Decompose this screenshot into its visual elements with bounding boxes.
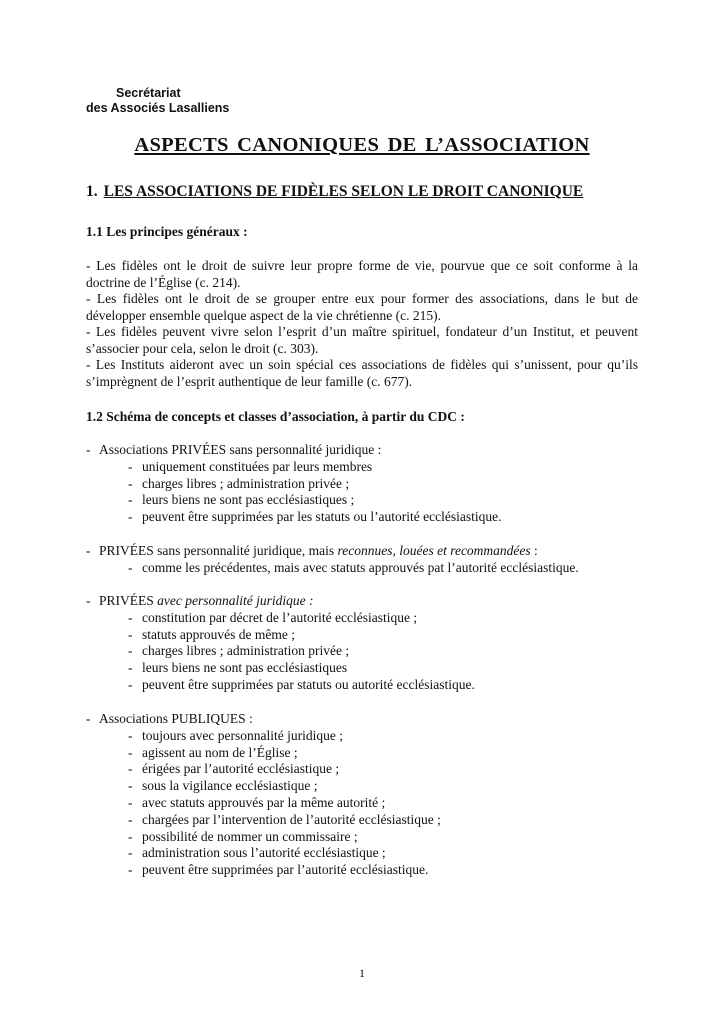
list-item: - leurs biens ne sont pas ecclésiastiques	[128, 660, 348, 676]
group-heading-text: Associations PUBLIQUES :	[99, 711, 253, 726]
group-heading: - Associations PRIVÉES sans personnalité juridique :	[86, 442, 382, 457]
group-items	[86, 459, 646, 526]
association-group-private-recognized	[86, 543, 646, 577]
group-heading-italic: avec personnalité juridique :	[157, 593, 314, 608]
group-items	[86, 560, 646, 577]
list-item: - érigées par l’autorité ecclésiastique ;	[128, 761, 340, 777]
association-group-private	[86, 442, 646, 526]
group-items	[86, 610, 646, 694]
subsection-1-2-heading: 1.2 Schéma de concepts et classes d’association, à partir du CDC :	[86, 409, 465, 424]
principle-paragraph: - Les Instituts aideront avec un soin spécial ces associations de fidèles qui s’unissent, pour qu’ils s’imprègnent de l’esprit authentique de leur famille (c. 677).	[86, 357, 638, 389]
group-heading-text: PRIVÉES	[99, 593, 158, 608]
principle-paragraph: - Les fidèles ont le droit de suivre leur propre forme de vie, pourvue que ce soit conforme à la doctrine de l’Église (c. 214).	[86, 258, 638, 290]
principle-paragraph: - Les fidèles peuvent vivre selon l’esprit d’un maître spirituel, fondateur d’un Institut, et peuvent s’associer pour cela, selon le droit (c. 303).	[86, 324, 638, 356]
group-heading: - Associations PUBLIQUES :	[86, 711, 253, 726]
group-items	[86, 728, 646, 879]
principle-paragraph: - Les fidèles ont le droit de se grouper entre eux pour former des associations, dans le but de développer ensemble quelque aspect de la vie chrétienne (c. 215).	[86, 291, 638, 323]
group-heading-italic: reconnues, louées et recommandées	[337, 543, 531, 558]
list-item: - charges libres ; administration privée ;	[128, 475, 350, 491]
list-item: - uniquement constituées par leurs membres	[128, 458, 373, 474]
group-heading: - PRIVÉES sans personnalité juridique, mais reconnues, louées et recommandées :	[86, 543, 538, 558]
list-item: - possibilité de nommer un commissaire ;	[128, 828, 358, 844]
principles-paragraphs	[86, 258, 638, 390]
list-item: - chargées par l’intervention de l’autorité ecclésiastique ;	[128, 811, 441, 827]
list-item: - charges libres ; administration privée ;	[128, 643, 350, 659]
group-heading-tail: :	[530, 543, 538, 558]
list-item: - leurs biens ne sont pas ecclésiastiques ;	[128, 492, 355, 508]
document-title: ASPECTS CANONIQUES DE L’ASSOCIATION	[134, 134, 590, 156]
group-heading: - PRIVÉES avec personnalité juridique :	[86, 593, 314, 608]
org-name-line1: Secrétariat	[116, 86, 181, 100]
list-item: - peuvent être supprimées par statuts ou autorité ecclésiastique.	[128, 676, 475, 692]
section-1-title: LES ASSOCIATIONS DE FIDÈLES SELON LE DROIT CANONIQUE	[103, 183, 584, 200]
list-item: - administration sous l’autorité ecclésiastique ;	[128, 845, 386, 861]
page-number: 1	[359, 966, 365, 980]
list-item: - constitution par décret de l’autorité ecclésiastique ;	[128, 609, 418, 625]
association-group-private-legal-person	[86, 593, 646, 694]
group-heading-text: PRIVÉES sans personnalité juridique, mais	[99, 543, 338, 558]
subsection-1-1-heading: 1.1 Les principes généraux :	[86, 224, 248, 239]
list-item: - agissent au nom de l’Église ;	[128, 744, 298, 760]
section-1-heading	[86, 183, 583, 201]
list-item: - toujours avec personnalité juridique ;	[128, 727, 343, 743]
list-item: - peuvent être supprimées par les statuts ou l’autorité ecclésiastique.	[128, 509, 502, 525]
association-group-public	[86, 711, 646, 879]
list-item: - comme les précédentes, mais avec statuts approuvés pat l’autorité ecclésiastique.	[128, 559, 579, 575]
group-heading-text: Associations PRIVÉES sans personnalité juridique :	[99, 442, 382, 457]
section-1-number: 1.	[86, 183, 98, 200]
list-item: - peuvent être supprimées par l’autorité ecclésiastique.	[128, 862, 429, 878]
list-item: - avec statuts approuvés par la même autorité ;	[128, 794, 386, 810]
list-item: - statuts approuvés de même ;	[128, 626, 295, 642]
org-name-line2: des Associés Lasalliens	[86, 101, 230, 115]
list-item: - sous la vigilance ecclésiastique ;	[128, 778, 318, 794]
